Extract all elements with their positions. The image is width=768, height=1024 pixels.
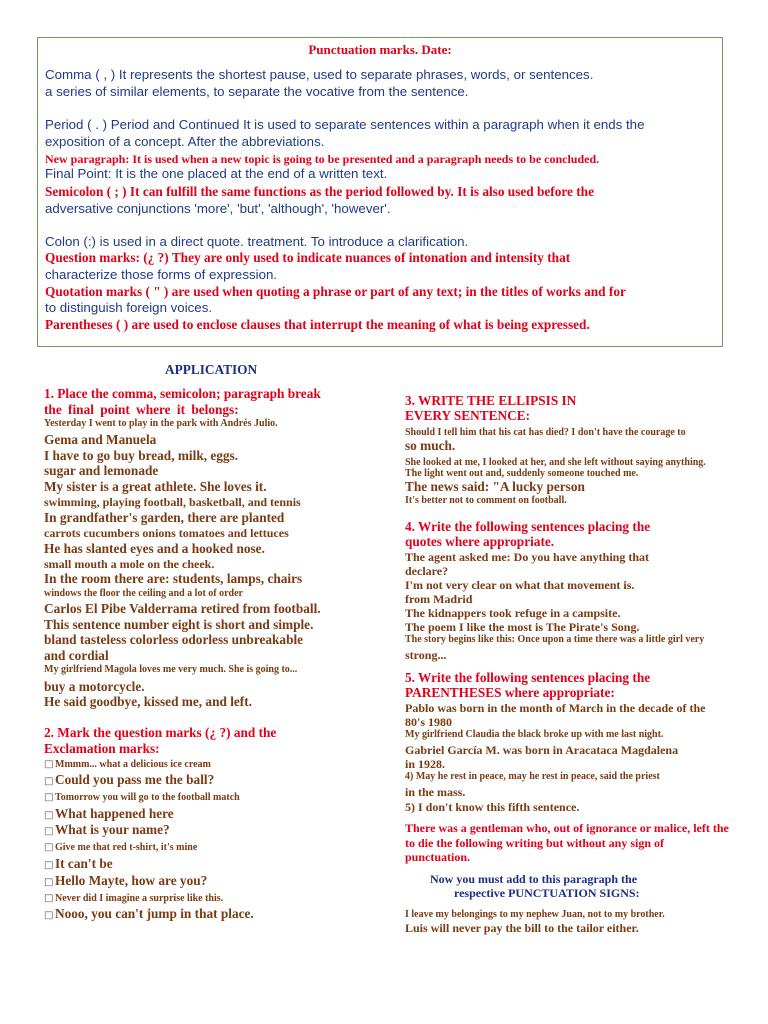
ex3-line: The light went out and, suddenly someone touched me. [405,468,639,479]
instruction-line-2: respective PUNCTUATION SIGNS: [454,886,640,900]
ex3-line: so much. [405,438,456,453]
new-paragraph-line: New paragraph: It is used when a new topic is going to be presented and a paragraph needs to be concluded. [45,152,600,166]
story-line-2: to die the following writing but without any sign of [405,836,665,850]
ex4-line: The poem I like the most is The Pirate's Song. [405,620,640,634]
checkbox-icon: □ [44,893,54,904]
ex2-item: □ Mmmm... what a delicious ice cream [44,757,211,773]
checkbox-icon: □ [44,759,54,770]
ex1-line: This sentence number eight is short and simple. [44,617,314,632]
period-line-2: exposition of a concept. After the abbreviations. [45,134,325,149]
checkbox-icon: □ [44,842,54,853]
ex1-line: and cordial [44,648,109,663]
ex1-line: Carlos El Pibe Valderrama retired from football. [44,601,321,616]
ex4-line: The agent asked me: Do you have anything that [405,550,650,564]
semicolon-line-1: Semicolon ( ; ) It can fulfill the same functions as the period followed by. It is also used before the [45,184,594,199]
ex3-line: It's better not to comment on football. [405,495,567,506]
ex1-line: Yesterday I went to play in the park with Andrés Julio. [44,418,278,429]
question-line-1: Question marks: (¿ ?) They are only used to indicate nuances of intonation and intensity that [45,250,571,265]
ex2-item: □ Give me that red t-shirt, it's mine [44,840,197,856]
colon-line: Colon (:) is used in a direct quote. treatment. To introduce a clarification. [45,234,469,249]
ex1-line: In grandfather's garden, there are planted [44,510,285,525]
final-paragraph-line-2: Luis will never pay the bill to the tailor either. [405,921,639,935]
ex2-title-2: Exclamation marks: [44,741,160,756]
final-paragraph-line-1: I leave my belongings to my nephew Juan, not to my brother. [405,909,665,920]
story-line-3: punctuation. [405,850,471,864]
ex1-line: I have to go buy bread, milk, eggs. [44,448,239,463]
ex2-item: □ Hello Mayte, how are you? [44,873,207,891]
checkbox-icon: □ [44,910,54,921]
parentheses-line: Parentheses ( ) are used to enclose clauses that interrupt the meaning of what is being expressed. [45,317,590,332]
ex5-title-1: 5. Write the following sentences placing the [405,670,651,685]
ex4-line: The kidnappers took refuge in a campsite. [405,606,621,620]
ex4-line: I'm not very clear on what that movement is. [405,578,635,592]
ex5-line: 4) May he rest in peace, may he rest in peace, said the priest [405,771,660,782]
ex1-line: small mouth a mole on the cheek. [44,557,215,571]
ex3-line: The news said: "A lucky person [405,479,585,494]
ex2-item: □ Tomorrow you will go to the football match [44,790,240,806]
ex2-item: □ What is your name? [44,822,170,840]
comma-line-2: a series of similar elements, to separate the vocative from the sentence. [45,84,469,99]
ex1-line: My girlfriend Magola loves me very much. She is going to... [44,664,298,675]
ex5-line: in 1928. [405,757,446,771]
ex1-line: bland tasteless colorless odorless unbreakable [44,632,304,647]
period-line-1: Period ( . ) Period and Continued It is used to separate sentences within a paragraph when it ends the [45,117,645,132]
ex2-item: □ What happened here [44,806,174,824]
ex1-line: swimming, playing football, basketball, and tennis [44,495,301,509]
instruction-line-1: Now you must add to this paragraph the [430,872,638,886]
ex4-title-2: quotes where appropriate. [405,534,555,549]
ex1-line: He said goodbye, kissed me, and left. [44,694,252,709]
ex3-title-2: EVERY SENTENCE: [405,408,531,423]
checkbox-icon: □ [44,877,54,888]
ex1-line: carrots cucumbers onions tomatoes and lettuces [44,526,289,540]
ex2-item: □ Could you pass me the ball? [44,772,214,790]
ex1-line: In the room there are: students, lamps, chairs [44,571,303,586]
ex1-title-2: the final point where it belongs: [44,402,239,417]
ex2-item: □ It can't be [44,856,113,874]
comma-line-1: Comma ( , ) It represents the shortest pause, used to separate phrases, words, or sentences. [45,67,594,82]
ex1-line: sugar and lemonade [44,463,159,478]
checkbox-icon: □ [44,860,54,871]
ex1-line: My sister is a great athlete. She loves it. [44,479,267,494]
ex2-title-1: 2. Mark the question marks (¿ ?) and the [44,725,277,740]
ex3-line: Should I tell him that his cat has died? I don't have the courage to [405,427,686,438]
ex1-title-1: 1. Place the comma, semicolon; paragraph break [44,386,321,401]
ex3-title-1: 3. WRITE THE ELLIPSIS IN [405,393,577,408]
question-line-2: characterize those forms of expression. [45,267,278,282]
ex4-line: The story begins like this: Once upon a time there was a little girl very [405,634,705,645]
checkbox-icon: □ [44,792,54,803]
checkbox-icon: □ [44,810,54,821]
ex5-title-2: PARENTHESES where appropriate: [405,685,615,700]
application-title: APPLICATION [165,362,258,377]
ex1-line: Gema and Manuela [44,432,157,447]
ex1-line: buy a motorcycle. [44,679,145,694]
ex5-line: My girlfriend Claudia the black broke up with me last night. [405,729,664,740]
ex4-line: declare? [405,564,449,578]
ex1-line: windows the floor the ceiling and a lot of order [44,588,243,599]
quotation-line-1: Quotation marks ( " ) are used when quoting a phrase or part of any text; in the titles of works and for [45,284,626,299]
final-point-line: Final Point: It is the one placed at the end of a written text. [45,166,388,181]
ex5-line: 80's 1980 [405,715,453,729]
checkbox-icon: □ [44,776,54,787]
ex4-line: from Madrid [405,592,473,606]
ex4-title-1: 4. Write the following sentences placing the [405,519,651,534]
definitions-box [37,37,723,347]
ex5-line: 5) I don't know this fifth sentence. [405,800,580,814]
ex1-line: He has slanted eyes and a hooked nose. [44,541,265,556]
checkbox-icon: □ [44,826,54,837]
semicolon-line-2: adversative conjunctions 'more', 'but', 'although', 'however'. [45,201,391,216]
ex5-line: in the mass. [405,785,466,799]
box-title: Punctuation marks. Date: [308,42,452,57]
story-line-1: There was a gentleman who, out of ignorance or malice, left the [405,821,729,835]
ex5-line: Pablo was born in the month of March in the decade of the [405,701,706,715]
ex3-line: She looked at me, I looked at her, and she left without saying anything. [405,457,706,468]
ex2-item: □ Nooo, you can't jump in that place. [44,906,254,924]
ex5-line: Gabriel García M. was born in Aracataca Magdalena [405,743,679,757]
ex4-line: strong... [405,648,447,662]
ex2-item: □ Never did I imagine a surprise like this. [44,891,223,907]
quotation-line-2: to distinguish foreign voices. [45,300,213,315]
